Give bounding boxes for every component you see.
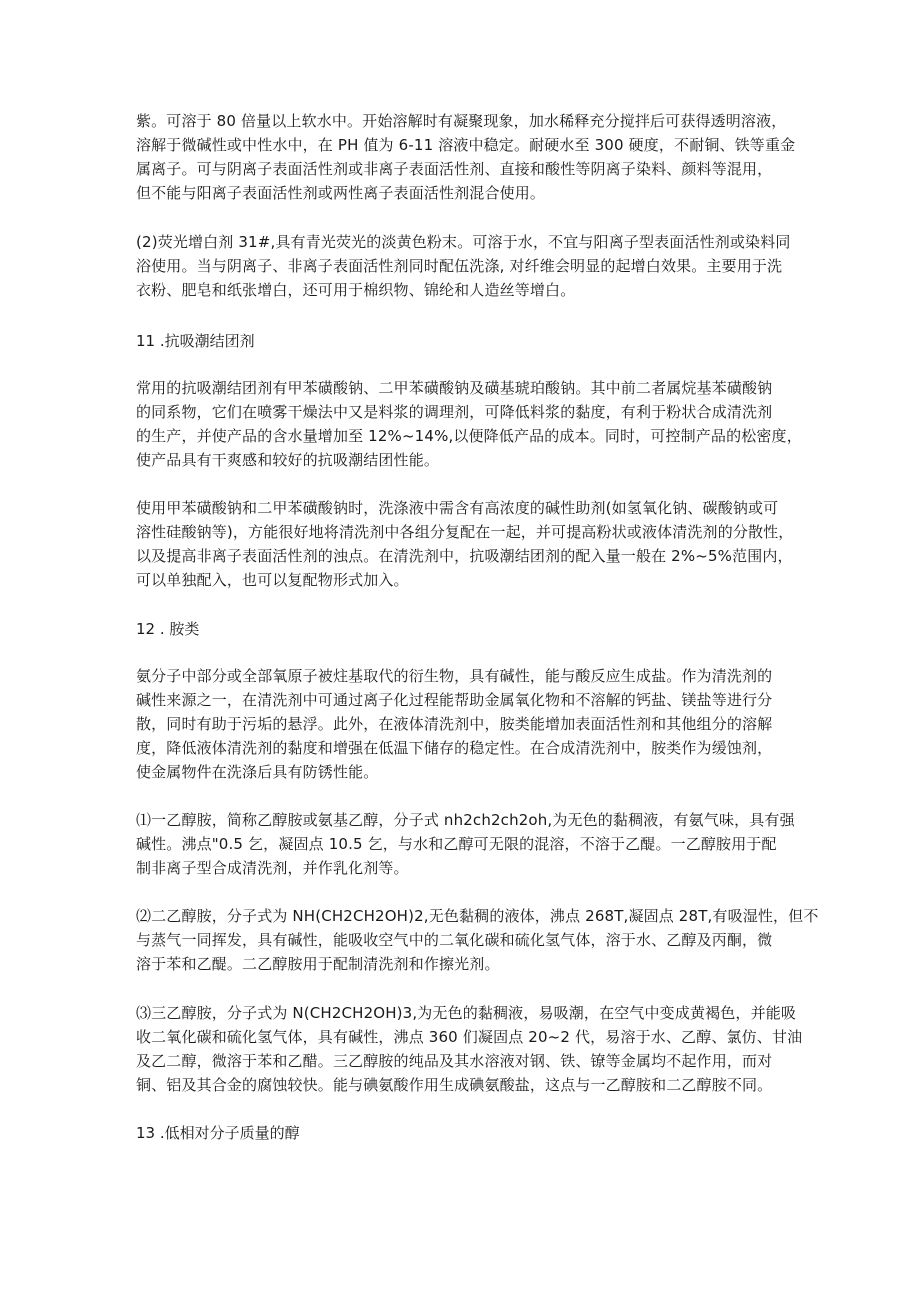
text-line: ⑵二乙醇胺，分子式为 NH(CH2CH2OH)2,无色黏稠的液体，沸点 268T,凝固点 28T,有吸湿性，但不 (136, 907, 819, 925)
text-line: 使产品具有干爽感和较好的抗吸潮结团性能。 (136, 451, 440, 469)
text-line: 以及提高非离子表面活性剂的浊点。在清洗剂中，抗吸潮结团剂的配入量一般在 2%~5%范围内， (136, 547, 793, 565)
section-title: 13 .低相对分子质量的醇 (136, 1124, 300, 1142)
section-heading-13 (136, 1121, 796, 1145)
text-line: 的生产，并使产品的含水量增加至 12%~14%,以便降低产品的成本。同时，可控制产品的松密度， (136, 427, 802, 445)
section-heading-12 (136, 617, 796, 641)
text-line: 使用甲苯磺酸钠和二甲苯磺酸钠时，洗涤液中需含有高浓度的碱性助剂(如氢氧化钠、碳酸钠或可 (136, 499, 779, 517)
paragraph-anticaking-usage (136, 496, 796, 592)
text-line: 可以单独配入，也可以复配物形式加入。 (136, 571, 409, 589)
text-line: 散，同时有助于污垢的悬浮。此外，在液体清洗剂中，胺类能增加表面活性剂和其他组分的溶解 (136, 715, 773, 733)
text-line: 衣粉、肥皂和纸张增白，还可用于棉织物、锦纶和人造丝等增白。 (136, 281, 576, 299)
paragraph-anticaking-intro (136, 376, 802, 472)
paragraph-diethanolamine (136, 904, 819, 976)
text-line: 碱性。沸点"0.5 乞，凝固点 10.5 乞，与水和乙醇可无限的混溶，不溶于乙醍。一乙醇胺用于配 (136, 835, 777, 853)
section-heading-11 (136, 329, 796, 353)
paragraph-triethanolamine (136, 1001, 803, 1097)
section-title: 11 .抗吸潮结团剂 (136, 332, 255, 350)
text-line: 与蒸气一同挥发，具有碱性，能吸收空气中的二氧化碳和硫化氢气体，溶于水、乙醇及丙酮，微 (136, 931, 773, 949)
text-line: (2)荧光增白剂 31#,具有青光荧光的淡黄色粉末。可溶于水，不宜与阳离子型表面活性剂或染料同 (136, 233, 791, 251)
text-line: 溶于苯和乙醍。二乙醇胺用于配制清洗剂和作擦光剂。 (136, 955, 500, 973)
text-line: ⑶三乙醇胺，分子式为 N(CH2CH2OH)3,为无色的黏稠液，易吸潮，在空气中变成黄褐色，并能吸 (136, 1004, 797, 1022)
text-line: 属离子。可与阴离子表面活性剂或非离子表面活性剂、直接和酸性等阴离子染料、颜料等混用， (136, 160, 773, 178)
text-line: 氨分子中部分或全部氧原子被炷基取代的衍生物，具有碱性，能与酸反应生成盐。作为清洗剂的 (136, 667, 773, 685)
text-line: 但不能与阳离子表面活性剂或两性离子表面活性剂混合使用。 (136, 184, 546, 202)
text-line: 铜、铝及其合金的腐蚀较快。能与碘氨酸作用生成碘氨酸盐，这点与一乙醇胺和二乙醇胺不同。 (136, 1076, 773, 1094)
paragraph-amines-intro (136, 664, 796, 784)
section-title: 12 . 胺类 (136, 620, 200, 638)
text-line: 的同系物，它们在喷雾干燥法中又是料浆的调理剂，可降低料浆的黏度，有利于粉状合成清洗剂 (136, 403, 773, 421)
text-line: 紫。可溶于 80 倍量以上软水中。开始溶解时有凝聚现象，加水稀释充分搅拌后可获得透明溶液， (136, 112, 787, 130)
paragraph-fluorescent-continued (136, 109, 796, 205)
text-line: ⑴一乙醇胺，简称乙醇胺或氨基乙醇，分子式 nh2ch2ch2oh,为无色的黏稠液，有氨气味，具有强 (136, 811, 795, 829)
text-line: 及乙二醇，微溶于苯和乙醋。三乙醇胺的纯品及其水溶液对钢、铁、镣等金属均不起作用，而对 (136, 1052, 773, 1070)
paragraph-brightener-31 (136, 230, 796, 302)
text-line: 使金属物件在洗涤后具有防锈性能。 (136, 763, 379, 781)
text-line: 收二氧化碳和硫化氢气体，具有碱性，沸点 360 们凝固点 20~2 代，易溶于水、乙醇、氯仿、甘油 (136, 1028, 803, 1046)
text-line: 溶解于微碱性或中性水中，在 PH 值为 6-11 溶液中稳定。耐硬水至 300 硬度，不耐铜、铁等重金 (136, 136, 796, 154)
text-line: 度，降低液体清洗剂的黏度和增强在低温下储存的稳定性。在合成清洗剂中，胺类作为缓蚀剂， (136, 739, 773, 757)
text-line: 碱性来源之一，在清洗剂中可通过离子化过程能帮助金属氧化物和不溶解的钙盐、镁盐等进行分 (136, 691, 773, 709)
text-line: 制非离子型合成清洗剂，并作乳化剂等。 (136, 859, 409, 877)
text-line: 常用的抗吸潮结团剂有甲苯磺酸钠、二甲苯磺酸钠及磺基琥珀酸钠。其中前二者属烷基苯磺酸钠 (136, 379, 773, 397)
paragraph-monoethanolamine (136, 808, 796, 880)
text-line: 浴使用。当与阴离子、非离子表面活性剂同时配伍洗涤, 对纤维会明显的起增白效果。主要用于洗 (136, 257, 783, 275)
text-line: 溶性硅酸钠等)，方能很好地将清洗剂中各组分复配在一起，并可提高粉状或液体清洗剂的分散性， (136, 523, 794, 541)
